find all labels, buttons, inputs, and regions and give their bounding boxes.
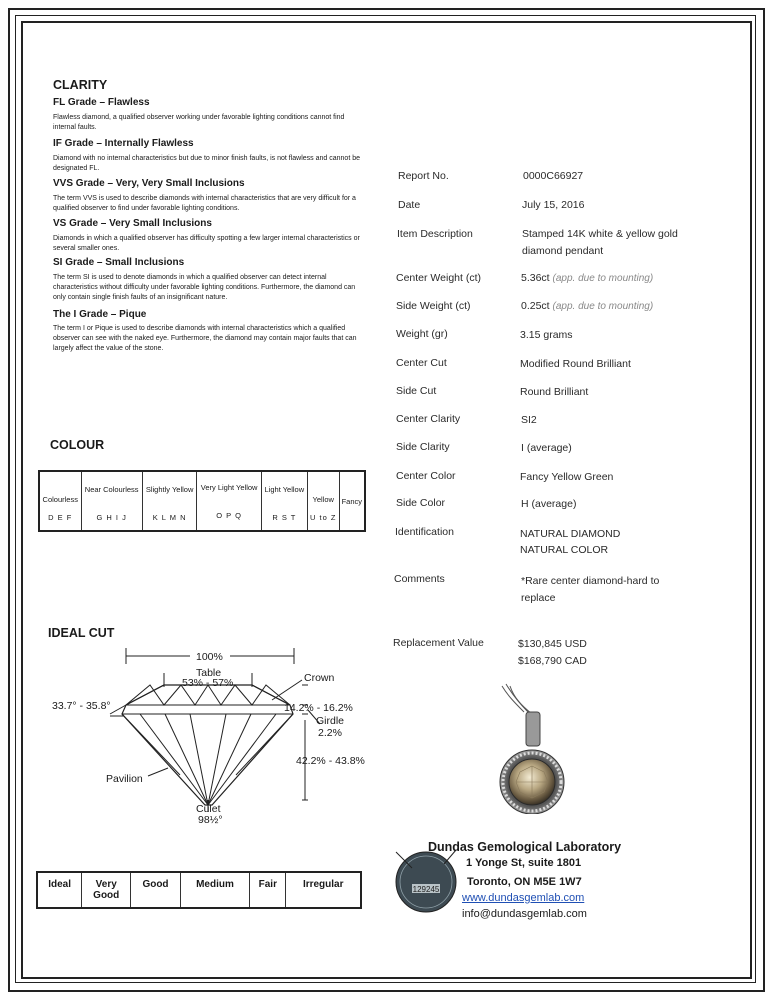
identification-value-2: NATURAL COLOR bbox=[520, 544, 609, 556]
width-label: 100% bbox=[196, 651, 223, 663]
lab-address-line-1: 1 Yonge St, suite 1801 bbox=[466, 857, 582, 869]
girdle-label: Girdle bbox=[316, 715, 345, 727]
colour-cell bbox=[261, 471, 307, 531]
cut-grade-cell: Good bbox=[131, 872, 181, 908]
crown-angle-label: 33.7° - 35.8° bbox=[52, 700, 111, 712]
diamond-outline bbox=[122, 685, 293, 805]
clarity-title: CLARITY bbox=[53, 78, 108, 92]
colour-code: G H I J bbox=[96, 512, 127, 522]
side-clarity-value: I (average) bbox=[521, 442, 572, 454]
grade-fl-text: Flawless diamond, a qualified observer working under favorable lighting conditions cannot find internal faults. bbox=[53, 114, 345, 131]
colour-cell bbox=[142, 471, 197, 531]
side-weight-amount: 0.25ct bbox=[521, 300, 550, 312]
lab-seal bbox=[390, 846, 462, 918]
pavilion-facet bbox=[165, 714, 208, 805]
table-label: Table bbox=[196, 667, 222, 679]
crown-pointer bbox=[272, 680, 302, 700]
ideal-cut-title: IDEAL CUT bbox=[48, 626, 115, 640]
lab-name: Dundas Gemological Laboratory bbox=[428, 840, 622, 854]
girdle-value-label: 2.2% bbox=[318, 727, 342, 739]
pendant-bail bbox=[526, 712, 540, 746]
center-weight-value bbox=[521, 270, 653, 287]
grade-i-text: The term I or Pique is used to describe diamonds with internal characteristics which a qualified observer can see with the naked eye. Furthermore, the diamond may contain major faults that can largely affect the value of the stone. bbox=[53, 325, 357, 352]
identification-label: Identification bbox=[395, 526, 454, 538]
colour-cell bbox=[197, 471, 261, 531]
lab-website-link[interactable]: www.dundasgemlab.com bbox=[462, 892, 585, 904]
center-weight-amount: 5.36ct bbox=[521, 272, 550, 284]
date-value: July 15, 2016 bbox=[522, 199, 585, 211]
colour-title: COLOUR bbox=[50, 438, 105, 452]
center-color-value: Fancy Yellow Green bbox=[520, 471, 614, 483]
comments-label: Comments bbox=[394, 573, 445, 585]
grade-vvs-heading: VVS Grade – Very, Very Small Inclusions bbox=[53, 178, 245, 189]
pendant-photo bbox=[488, 682, 578, 814]
center-color-label: Center Color bbox=[396, 470, 456, 482]
side-weight-note: (app. due to mounting) bbox=[552, 301, 654, 312]
culet-label: Culet bbox=[196, 803, 221, 815]
pavilion-pointer bbox=[148, 768, 168, 776]
grade-fl-heading: FL Grade – Flawless bbox=[53, 97, 150, 108]
pavilion-facet bbox=[236, 714, 293, 775]
colour-cell bbox=[307, 471, 339, 531]
pavilion-facet bbox=[122, 714, 180, 775]
center-clarity-label: Center Clarity bbox=[396, 413, 461, 425]
colour-label: Near Colourless bbox=[84, 484, 139, 494]
seal-number: 129245 bbox=[412, 885, 440, 894]
colour-cell bbox=[339, 471, 365, 531]
item-description-value: Stamped 14K white & yellow gold diamond pendant bbox=[522, 228, 678, 257]
report-no-value: 0000C66927 bbox=[523, 170, 584, 182]
colour-cell bbox=[39, 471, 81, 531]
lab-address-line-2: Toronto, ON M5E 1W7 bbox=[467, 876, 582, 888]
date-label: Date bbox=[398, 199, 421, 211]
center-weight-label: Center Weight (ct) bbox=[396, 272, 481, 284]
center-cut-label: Center Cut bbox=[396, 357, 447, 369]
grade-i-heading: The I Grade – Pique bbox=[53, 309, 147, 320]
cut-grade-cell: Very Good bbox=[82, 872, 131, 908]
pavilion-facet bbox=[208, 714, 226, 805]
grade-si-heading: SI Grade – Small Inclusions bbox=[53, 257, 185, 268]
replacement-value-label: Replacement Value bbox=[393, 637, 484, 649]
cut-grade-cell: Medium bbox=[180, 872, 249, 908]
pavilion-depth-label: 42.2% - 43.8% bbox=[296, 755, 365, 767]
colour-code: D E F bbox=[48, 512, 73, 522]
pavilion-facet bbox=[208, 714, 276, 805]
colour-label: Light Yellow bbox=[264, 484, 305, 494]
colour-code: R S T bbox=[272, 512, 297, 522]
comments-value: *Rare center diamond-hard to replace bbox=[521, 575, 660, 604]
grade-if-text: Diamond with no internal characteristics but due to minor finish faults, is not flawless and cannot be designated FL. bbox=[53, 155, 360, 172]
grade-vs-heading: VS Grade – Very Small Inclusions bbox=[53, 218, 212, 229]
report-no-label: Report No. bbox=[398, 170, 449, 182]
cut-grade-cell: Irregular bbox=[286, 872, 361, 908]
colour-label: Yellow bbox=[312, 494, 334, 504]
side-cut-value: Round Brilliant bbox=[520, 386, 589, 398]
lab-email[interactable]: info@dundasgemlab.com bbox=[462, 908, 587, 920]
replacement-usd-value: $130,845 USD bbox=[518, 638, 587, 650]
pavilion-facet bbox=[208, 714, 251, 805]
cut-grade-cell: Fair bbox=[250, 872, 286, 908]
colour-label: Fancy bbox=[341, 496, 363, 506]
crown-facet bbox=[126, 685, 164, 705]
side-weight-label: Side Weight (ct) bbox=[396, 300, 471, 312]
center-clarity-value: SI2 bbox=[521, 414, 537, 426]
cut-grade-table bbox=[36, 871, 362, 909]
identification-value: NATURAL DIAMOND bbox=[520, 528, 621, 540]
pavilion-label: Pavilion bbox=[106, 773, 143, 785]
colour-cell bbox=[81, 471, 142, 531]
center-cut-value: Modified Round Brilliant bbox=[520, 358, 631, 370]
item-description-label: Item Description bbox=[397, 228, 473, 240]
grade-si-text: The term SI is used to denote diamonds in which a qualified observer can detect internal characteristics without difficulty under favorable lighting conditions. Furthermore, the diamond can only contain single finish faults of an insignificant nature. bbox=[53, 274, 356, 301]
cut-grade-cell: Ideal bbox=[37, 872, 82, 908]
table-range-label: 53% - 57% bbox=[182, 677, 234, 689]
center-weight-note: (app. due to mounting) bbox=[552, 273, 654, 284]
colour-code: U to Z bbox=[310, 512, 337, 522]
grade-vvs-text: The term VVS is used to describe diamonds with internal characteristics that are very difficult for a qualified observer to find under favorable lighting conditions. bbox=[53, 195, 356, 212]
side-weight-value bbox=[521, 298, 653, 315]
grade-if-heading: IF Grade – Internally Flawless bbox=[53, 138, 194, 149]
colour-scale-table bbox=[38, 470, 366, 532]
colour-label: Colourless bbox=[42, 494, 78, 504]
weight-gr-value: 3.15 grams bbox=[520, 329, 573, 341]
side-color-value: H (average) bbox=[521, 498, 577, 510]
replacement-cad-value: $168,790 CAD bbox=[518, 655, 587, 667]
side-cut-label: Side Cut bbox=[396, 385, 437, 397]
crown-label: Crown bbox=[304, 672, 335, 684]
colour-label: Slightly Yellow bbox=[145, 484, 194, 494]
pavilion-facet bbox=[140, 714, 208, 805]
side-color-label: Side Color bbox=[396, 497, 446, 509]
crown-height-label: 14.2% - 16.2% bbox=[284, 702, 353, 714]
colour-code: K L M N bbox=[152, 512, 187, 522]
culet-value-label: 98½° bbox=[198, 814, 223, 826]
diamond-diagram bbox=[40, 640, 370, 830]
side-clarity-label: Side Clarity bbox=[396, 441, 450, 453]
weight-gr-label: Weight (gr) bbox=[396, 328, 448, 340]
colour-label: Very Light Yellow bbox=[200, 482, 258, 492]
grade-vs-text: Diamonds in which a qualified observer has difficulty spotting a few larger internal characteristics or several smaller ones. bbox=[53, 235, 360, 252]
colour-code: O P Q bbox=[216, 510, 242, 520]
